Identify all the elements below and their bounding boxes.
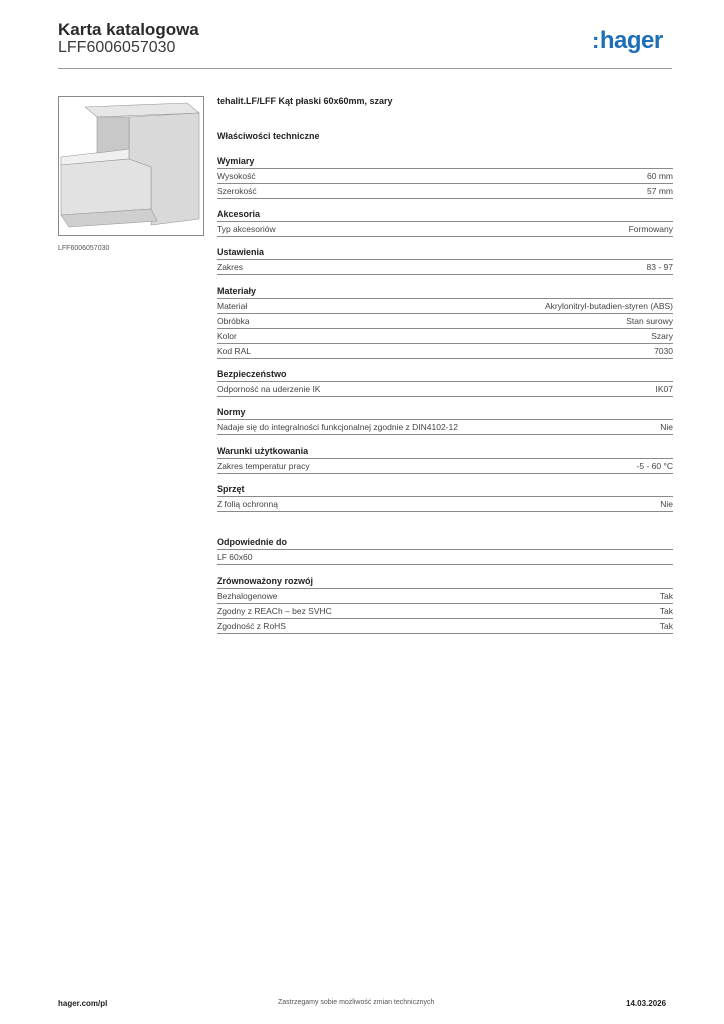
section-title: Warunki użytkowania: [217, 445, 673, 459]
product-code: LFF6006057030: [58, 39, 176, 56]
section-title: Odpowiednie do: [217, 536, 673, 550]
table-row: [217, 329, 673, 344]
row-value: 57 mm: [647, 186, 673, 196]
page-title: Karta katalogowa: [58, 20, 199, 39]
row-label: Zgodny z REACh – bez SVHC: [217, 606, 332, 616]
row-label: Szerokość: [217, 186, 257, 196]
row-label: Nadaje się do integralności funkcjonalnej zgodnie z DIN4102-12: [217, 422, 458, 432]
table-row: [217, 382, 673, 397]
section-settings: [217, 246, 673, 275]
table-row: [217, 589, 673, 604]
product-image: [58, 96, 204, 236]
table-row: [217, 420, 673, 435]
table-row: [217, 344, 673, 359]
row-value: Tak: [659, 606, 673, 616]
image-caption: LFF6006057030: [58, 245, 110, 252]
section-title: Materiały: [217, 285, 673, 299]
section-title: Akcesoria: [217, 208, 673, 222]
section-equipment: [217, 483, 673, 512]
header-divider: [58, 68, 672, 69]
row-label: Typ akcesoriów: [217, 224, 276, 234]
row-label: Z folią ochronną: [217, 499, 278, 509]
section-title: Ustawienia: [217, 246, 673, 260]
row-value: 7030: [654, 346, 673, 356]
table-row: [217, 314, 673, 329]
row-label: Zgodność z RoHS: [217, 621, 286, 631]
row-label: Zakres: [217, 262, 243, 272]
hager-logo: [592, 27, 663, 55]
row-value: Akrylonitryl-butadien-styren (ABS): [544, 301, 673, 311]
section-dimensions: [217, 155, 673, 199]
row-label: Zakres temperatur pracy: [217, 461, 310, 471]
table-row: [217, 604, 673, 619]
row-label: Obróbka: [217, 316, 250, 326]
table-row: [217, 497, 673, 512]
section-accessories: [217, 208, 673, 237]
row-label: Materiał: [217, 301, 248, 311]
section-title: Sprzęt: [217, 483, 673, 497]
table-row: [217, 299, 673, 314]
section-title: Bezpieczeństwo: [217, 368, 673, 382]
footer-website-link[interactable]: hager.com/pl: [58, 999, 108, 1008]
row-label: LF 60x60: [217, 552, 253, 562]
section-operating-conditions: [217, 445, 673, 474]
logo-mark-icon: :: [592, 28, 599, 53]
section-title: Wymiary: [217, 155, 673, 169]
logo-text: hager: [599, 27, 663, 54]
section-standards: [217, 406, 673, 435]
tech-properties-heading: Właściwości techniczne: [217, 131, 320, 141]
table-row: [217, 260, 673, 275]
row-value: 83 - 97: [646, 262, 673, 272]
row-label: Kod RAL: [217, 346, 252, 356]
row-label: Bezhalogenowe: [217, 591, 278, 601]
table-row: [217, 619, 673, 634]
section-safety: [217, 368, 673, 397]
footer-date: 14.03.2026: [626, 999, 667, 1008]
row-value: IK07: [655, 384, 673, 394]
section-title: Normy: [217, 406, 673, 420]
row-value: Tak: [659, 591, 673, 601]
table-row: [217, 550, 673, 565]
table-row: [217, 184, 673, 199]
product-name: tehalit.LF/LFF Kąt płaski 60x60mm, szary: [217, 96, 393, 106]
row-value: -5 - 60 °C: [636, 461, 673, 471]
row-value: Formowany: [628, 224, 673, 234]
table-row: [217, 222, 673, 237]
section-materials: [217, 285, 673, 359]
table-row: [217, 169, 673, 184]
row-value: Stan surowy: [626, 316, 673, 326]
row-value: Nie: [660, 422, 673, 432]
row-value: Tak: [659, 621, 673, 631]
row-value: Nie: [660, 499, 673, 509]
table-row: [217, 459, 673, 474]
angle-duct-icon: [59, 97, 203, 235]
footer-disclaimer: Zastrzegamy sobie możliwość zmian technicznych: [278, 999, 435, 1006]
section-sustainability: [217, 575, 673, 634]
row-value: 60 mm: [647, 171, 673, 181]
section-title: Zrównoważony rozwój: [217, 575, 673, 589]
row-label: Odporność na uderzenie IK: [217, 384, 321, 394]
row-label: Kolor: [217, 331, 237, 341]
row-value: Szary: [651, 331, 673, 341]
section-suitable-for: [217, 536, 673, 565]
row-label: Wysokość: [217, 171, 256, 181]
